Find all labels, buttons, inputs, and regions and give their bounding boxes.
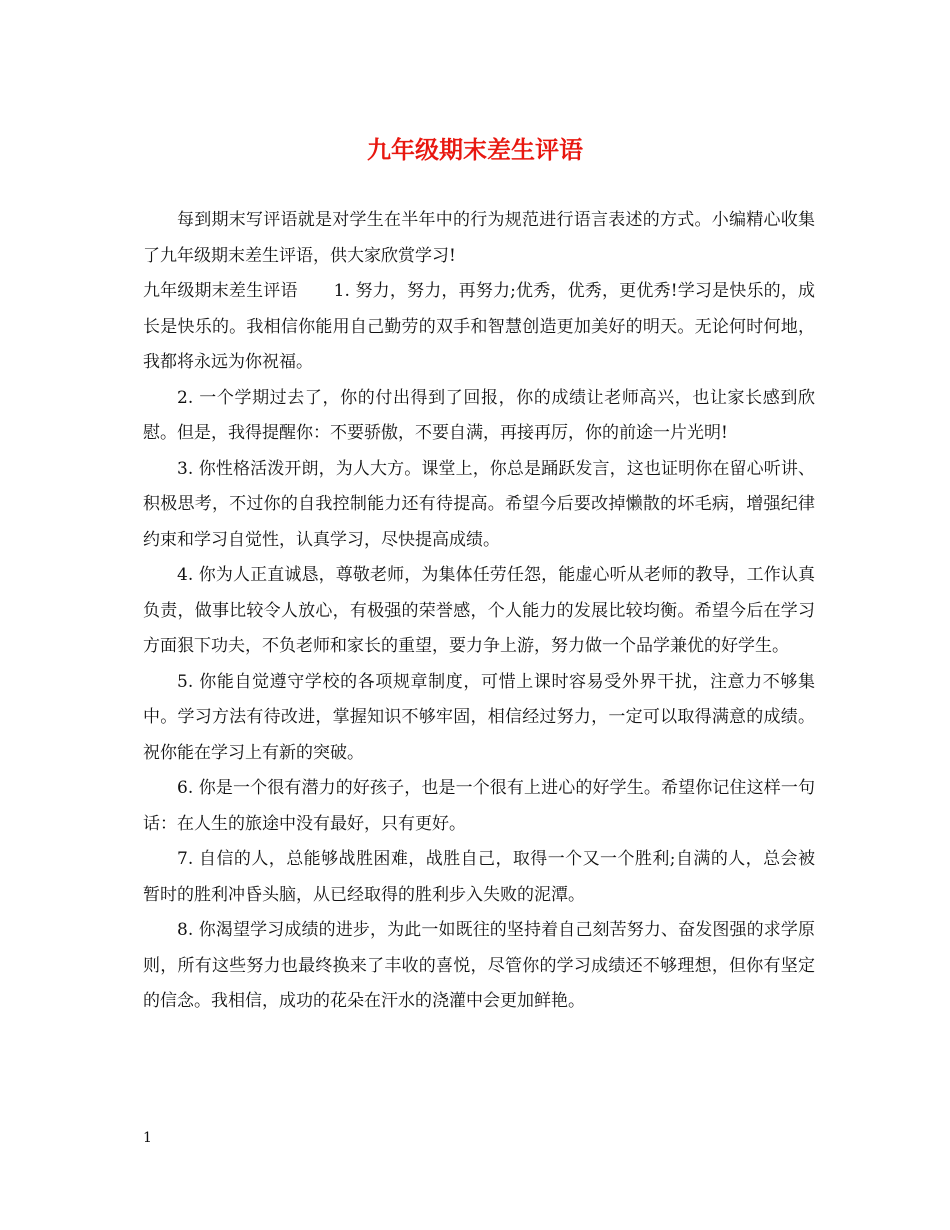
comment-item-3: 3. 你性格活泼开朗，为人大方。课堂上，你总是踊跃发言，这也证明你在留心听讲、积极思考，不过你的自我控制能力还有待提高。希望今后要改掉懒散的坏毛病，增强纪律约束和学习自觉性，认真学习，尽快提高成绩。 <box>143 458 815 550</box>
document-body <box>143 203 815 1020</box>
comment-item-2: 2. 一个学期过去了，你的付出得到了回报，你的成绩让老师高兴，也让家长感到欣慰。但是，我得提醒你：不要骄傲，不要自满，再接再厉，你的前途一片光明! <box>143 387 815 443</box>
comment-item-1: 1. 努力，努力，再努力;优秀，优秀，更优秀!学习是快乐的，成长是快乐的。我相信你能用自己勤劳的双手和智慧创造更加美好的明天。无论何时何地，我都将永远为你祝福。 <box>143 281 816 372</box>
lead-paragraph <box>143 274 815 381</box>
comment-item-7: 7. 自信的人，总能够战胜困难，战胜自己，取得一个又一个胜利;自满的人，总会被暂时的胜利冲昏头脑，从已经取得的胜利步入失败的泥潭。 <box>143 849 815 905</box>
comment-item-5: 5. 你能自觉遵守学校的各项规章制度，可惜上课时容易受外界干扰，注意力不够集中。学习方法有待改进，掌握知识不够牢固，相信经过努力，一定可以取得满意的成绩。祝你能在学习上有新的突破。 <box>143 671 815 763</box>
page-number: 1 <box>143 1130 152 1146</box>
comment-item-6: 6. 你是一个很有潜力的好孩子，也是一个很有上进心的好学生。希望你记住这样一句话：在人生的旅途中没有最好，只有更好。 <box>143 778 815 834</box>
comment-item-8: 8. 你渴望学习成绩的进步，为此一如既往的坚持着自己刻苦努力、奋发图强的求学原则，所有这些努力也最终换来了丰收的喜悦，尽管你的学习成绩还不够理想，但你有坚定的信念。我相信，成功的花朵在汗水的浇灌中会更加鲜艳。 <box>143 920 815 1011</box>
document-title: 九年级期末差生评语 <box>367 136 583 164</box>
section-heading: 九年级期末差生评语 <box>143 281 298 301</box>
comment-item-4: 4. 你为人正直诚恳，尊敬老师，为集体任劳任怨，能虚心听从老师的教导，工作认真负责，做事比较令人放心，有极强的荣誉感，个人能力的发展比较均衡。希望今后在学习方面狠下功夫，不负老师和家长的重望，要力争上游，努力做一个品学兼优的好学生。 <box>143 565 815 656</box>
intro-paragraph: 每到期末写评语就是对学生在半年中的行为规范进行语言表述的方式。小编精心收集了九年级期末差生评语，供大家欣赏学习! <box>143 210 815 266</box>
